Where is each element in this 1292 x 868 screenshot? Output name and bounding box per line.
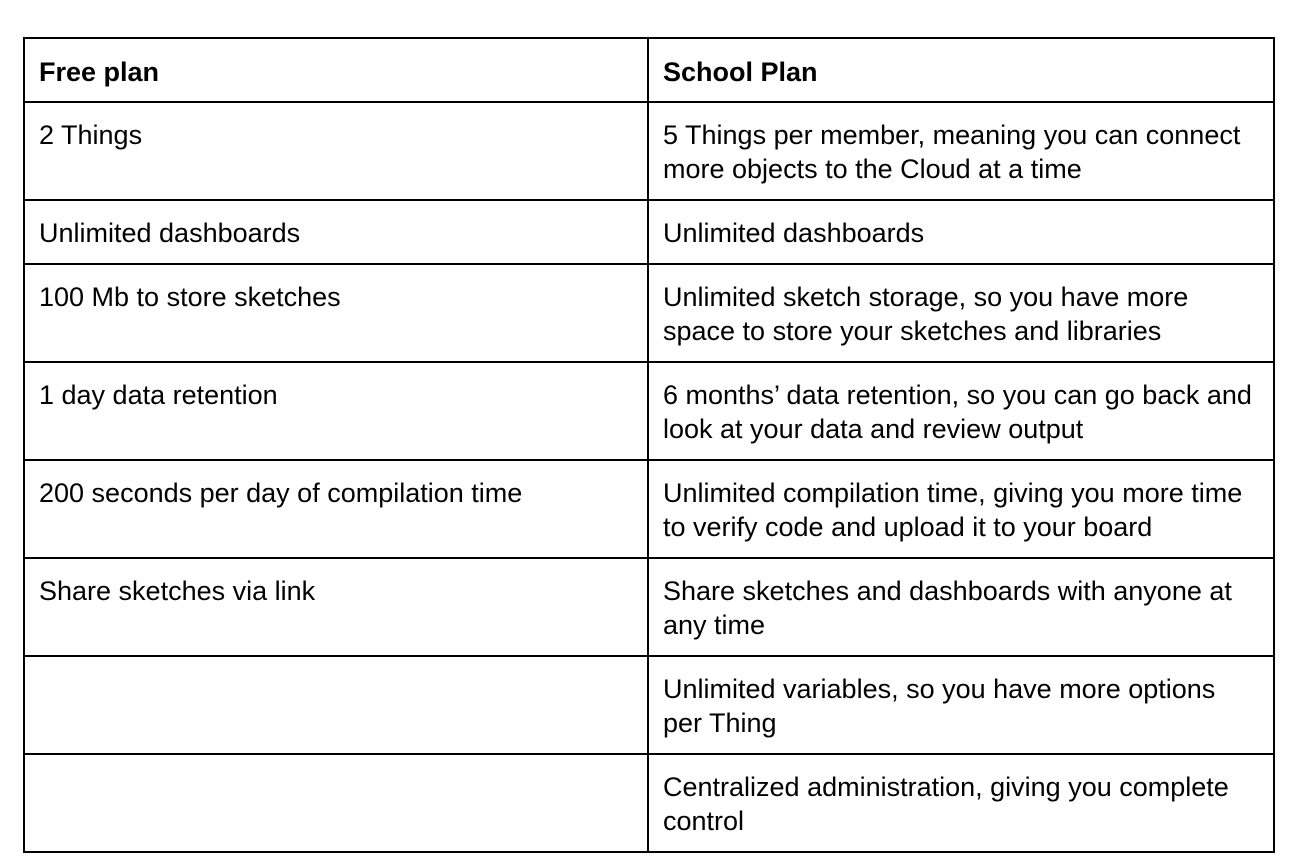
school-plan-cell: 5 Things per member, meaning you can connect more objects to the Cloud at a time <box>648 102 1274 200</box>
school-plan-cell: Unlimited variables, so you have more options per Thing <box>648 656 1274 754</box>
free-plan-cell: 100 Mb to store sketches <box>24 264 648 362</box>
table-row <box>24 754 1274 852</box>
free-plan-cell: 2 Things <box>24 102 648 200</box>
school-plan-cell: Unlimited compilation time, giving you more time to verify code and upload it to your board <box>648 460 1274 558</box>
header-school-plan: School Plan <box>648 38 1274 102</box>
school-plan-cell: Share sketches and dashboards with anyone at any time <box>648 558 1274 656</box>
free-plan-cell: 1 day data retention <box>24 362 648 460</box>
school-plan-cell: Unlimited sketch storage, so you have more space to store your sketches and libraries <box>648 264 1274 362</box>
plan-comparison-table <box>23 37 1275 853</box>
free-plan-cell <box>24 656 648 754</box>
school-plan-cell: 6 months’ data retention, so you can go back and look at your data and review output <box>648 362 1274 460</box>
free-plan-cell: Unlimited dashboards <box>24 200 648 264</box>
table-header-row <box>24 38 1274 102</box>
free-plan-cell <box>24 754 648 852</box>
table-row <box>24 558 1274 656</box>
table-row <box>24 656 1274 754</box>
header-free-plan: Free plan <box>24 38 648 102</box>
table-row <box>24 460 1274 558</box>
table-row <box>24 102 1274 200</box>
table-row <box>24 362 1274 460</box>
school-plan-cell: Centralized administration, giving you complete control <box>648 754 1274 852</box>
free-plan-cell: Share sketches via link <box>24 558 648 656</box>
table-row <box>24 264 1274 362</box>
free-plan-cell: 200 seconds per day of compilation time <box>24 460 648 558</box>
table-row <box>24 200 1274 264</box>
school-plan-cell: Unlimited dashboards <box>648 200 1274 264</box>
